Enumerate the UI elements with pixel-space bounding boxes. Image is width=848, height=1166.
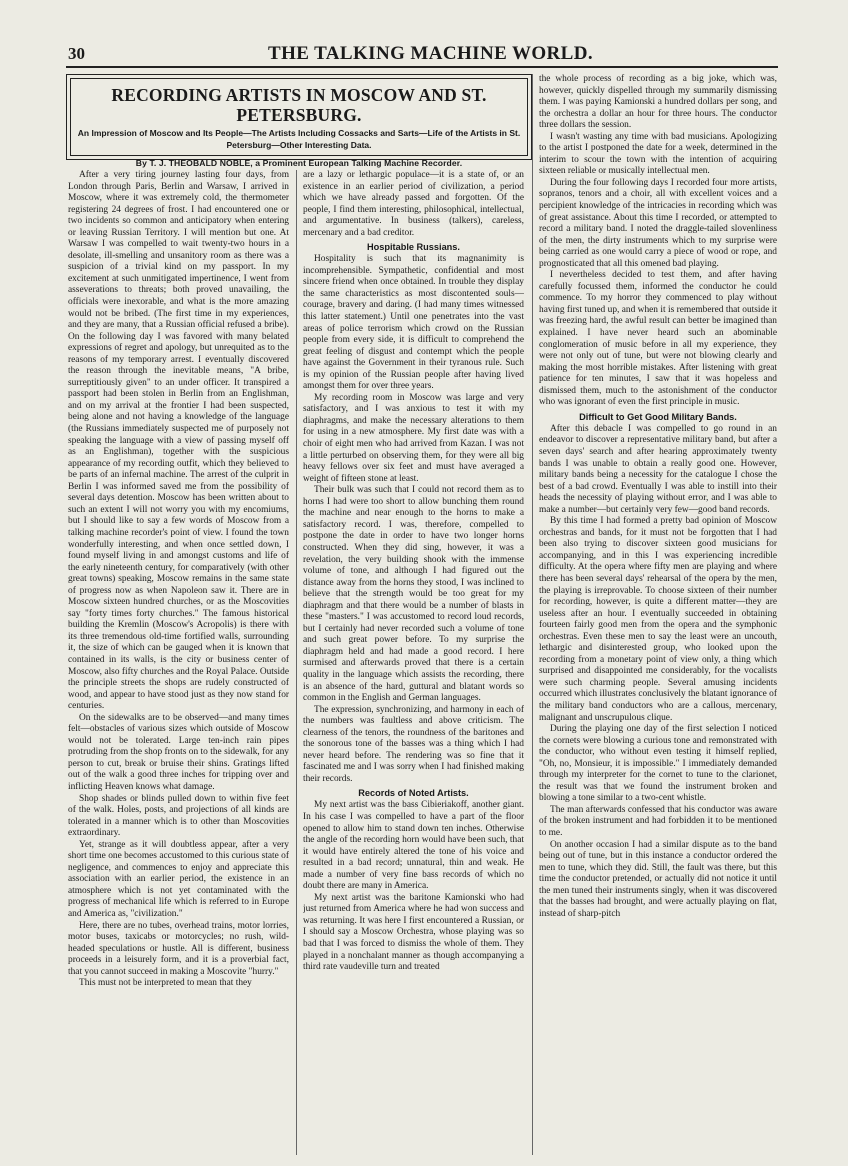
paragraph: Here, there are no tubes, overhead trains, motor lorries, motor buses, taxicabs or motorcycles; no rush, wild-headed speculations or hustle. All is different, business proceeds in a leisurely form, and it is a proverbial fact, that you cannot succeed in making a Moscovite "hurry." xyxy=(68,920,289,977)
paragraph: Yet, strange as it will doubtless appear, after a very short time one becomes accustomed to this curious state of negligence, and commences to enjoy and appreciate this association with an earlier period, the existence in an atmosphere which is not yet contaminated with the progress of mechanical life which is referred to in Europe and America as, "civilization." xyxy=(68,839,289,919)
column-rule xyxy=(296,170,297,1155)
paragraph: During the playing one day of the first selection I noticed the cornets were blowing a curious tone and remonstrated with the conductor, who without even testing it himself replied, "Oh, no, Monsieur, it is impossible." I immediately demanded through my interpreter for the cornet to tune to the clarionet, the result was that we found the instrument broken and blowing a tone similar to a two-cent whistle. xyxy=(539,724,777,804)
subheading: Records of Noted Artists. xyxy=(358,788,469,799)
paragraph: I wasn't wasting any time with bad musicians. Apologizing to the artist I postponed the date for a week, determined in the interim to scour the town with the intention of acquiring sixteen reliable or musically intellectual men. xyxy=(539,131,777,177)
paragraph: On another occasion I had a similar dispute as to the band being out of tune, but in this instance a conductor ordered the men to tune, which they did. Still, the fault was there, but this time the conductor pretended, or actually did not notice it until the men tuned their instruments singly, when it was discovered that the basses had brought, and were actually playing on flat, instead of sharp-pitch xyxy=(539,839,777,919)
paragraph: the whole process of recording as a big joke, which was, however, quickly dispelled through my summarily dismissing them. I was paying Kamionski a hundred dollars per song, and the orchestra a dollar an hour for three hours. The conductor three dollars the session. xyxy=(539,74,777,131)
paragraph: Shop shades or blinds pulled down to within five feet of the walk. Holes, posts, and projections of all kinds are tolerated in a manner which is to other than Moscovities extraordinary. xyxy=(68,793,289,839)
paragraph: This must not be interpreted to mean that they xyxy=(79,978,252,989)
paragraph: I nevertheless decided to test them, and after having carefully focussed them, informed the conductor he could commence. To my horror they commenced to play without having first tuned up, and when it is remembered that outside it was freezing hard, the awful result can better be imagined than explained. I have never heard such an abominable conglomeration of music before in all my experience, they were not only out of tune, but were not blowing clearly and making the most horrible mistakes. After listening with great patience for ten minutes, I saw that it was hopeless and dismissed them, much to the astonishment of the conductor who was ignorant of even the first principle in music. xyxy=(539,270,777,408)
paragraph: During the four following days I recorded four more artists, sopranos, tenors and a choir, all with excellent voices and a percipient knowledge of the intricacies in recording which was of great assistance. About this time I recorded, or attempted to record a military band. I noted the draggle-tailed slovenliness of the men, the dirty instruments which to my surprise were being carried as one would carry a piece of wood or rope, and prognosticated that all this omened bad playing. xyxy=(539,177,777,269)
headline-box xyxy=(66,74,532,168)
byline: By T. J. THEOBALD NOBLE, a Prominent European Talking Machine Recorder. xyxy=(135,158,463,168)
paragraph: On the sidewalks are to be observed—and many times felt—obstacles of various sizes which outside of Moscow would not be tolerated. Large ten-inch rain pipes protruding from the shop fronts on to the sidewalk, for any person to cut, break or bruise their shins. Gratings lifted out of the walk a good three inches for tripping over and inflicting Heaven knows what damage. xyxy=(68,712,289,792)
paragraph: The man afterwards confessed that his conductor was aware of the broken instrument and had forbidden it to be mentioned to me. xyxy=(539,804,777,838)
paragraph: By this time I had formed a pretty bad opinion of Moscow orchestras and bands, for it must not be forgotten that I had been also trying to discover sixteen good musicians for accompanying, and in this I was experiencing incredible difficulty. At the opera where fifty men are playing and where there has been several days' rehearsal of the opera by the men, the playing is irreprovable. To choose sixteen of their number for recording, however, is quite a different matter—they are useless after an hour. I eventually succeeded in obtaining fourteen fairly good men from the opera and the symphonic orchestras. Even these men to say the least were an uncouth, lethargic and disinterested group, who looked upon the recording from a monetary point of view only, a thing which surprised and disappointed me considerably, for the vocalists were such charming people. Several amusing incidents occurred which illustrates conclusively the blatant ignorance of the military band conductors who are a callous, mercenary, malignant and unscrupulous clique. xyxy=(539,516,777,723)
header-rule xyxy=(66,66,778,68)
paragraph: My next artist was the baritone Kamionski who had just returned from America where he had won success and was returning. It was here I first encountered a Russian, or I should say a Moscow Orchestra, whose playing was so bad that I was forced to dismiss the whole of them. They played in a nonchalant manner as though accompanying a third rate vaudeville turn and treated xyxy=(303,892,524,973)
paragraph: Hospitality is such that its magnanimity is incomprehensible. Sympathetic, confidential and most sincere friend when once obtained. In trouble they display the same characteristics as most discontented souls—courage, bravery and daring. (I had many times witnessed this latter statement.) Until one penetrates into the vast areas of police terrorism which crowd on the Russian people from every side, it is difficult to comprehend the great feeling of disgust and contempt which the people have against the Government in their tyranous rule. Such is my opinion of the Russian people after having lived amongst them for over three years. xyxy=(303,254,524,392)
headline: RECORDING ARTISTS IN MOSCOW AND ST. PETERSBURG. xyxy=(111,85,487,125)
paragraph: My next artist was the bass Cibieriakoff, another giant. In his case I was compelled to have a part of the floor opened to allow him to stand down ten inches. Otherwise the angle of the recording horn would have been such, that it would have entirely altered the tone of his voice and resulted in a bad record; unnatural, thin and weak. He made a number of very fine bass records of which no doubt there are many in America. xyxy=(303,800,524,892)
paragraph: After a very tiring journey lasting four days, from London through Paris, Berlin and Warsaw, I arrived in Moscow, where it was extremely cold, the thermometer registering 24 degrees of frost. I had encountered one or two incidents so common and anticipatory when entering or leaving Russian Territory. I will mention but one. At Warsaw I was compelled to wait twenty-two hours in a desolate, ill-smelling and unsanitory room as there was a suspicion of a trivial kind on my passport. In my excitement at such unmitigated impertinence, I went from asseverations to threats; both proved unavailing, the officials were inexorable, and what is the more amazing would not be bribed. (The first time in my experiences, and they are many, that a Russian official refused a bribe). On the following day I was favored with many belated expressions of regret and apology, but unrequited as to the reasons of my temporary arrest. I eventually discovered the reason through the inevitable means, "A bribe, surreptitiously given" to an under officer. It transpired a passport had been stolen in Berlin from an Englishman, and on my arrival at the frontier I had been suspected, being alone and not having a knowledge of the language (the Russians immediately suspected me of purposely not speaking the language with a view of passing myself off as an Englishman), together with the suspicious appearance of my recording outfit, which they believed to be parts of an infernal machine. The arrest of the culprit in Berlin I was informed saved me from the possibility of several days detention. Moscow has been written about to such an extent I will not worry you with my encomiums, but I should like to say a few words of Moscow from a talking machine recorder's point of view. I found the town wonderfully interesting, and when once settled down, I found myself living in and amongst customs and life of the early nineteenth century, for comparatively (with other great towns) speaking, Moscow remains in the same state of progress now as when Napoleon saw it. There are in Moscow sixteen hundred churches, or as the Moscovities say "forty times forty churches." The famous historical building the Kremlin (Moscow's Acropolis) is there with its three tremendous old-time fortified walls, surrounding it, the size of which can be gauged when it is known that contained in its walls, is the city or business center of Moscow, also fifty churches and the Royal Palace. Outside the principle streets the shops are rudely constructed of wood, and appear to have stood just as they now stand for centuries. xyxy=(68,170,289,712)
paragraph: After this debacle I was compelled to go round in an endeavor to discover a representative military band, but after a seven days' search and after hearing approximately twenty bands I was unable to obtain a really good one. However, military bands being a necessity for the catalogue I chose the best of a bad crowd. Eventually I was able to instill into their heads the necessity of playing without error, and I was able to make a number—but certainly very few—good band records. xyxy=(539,423,777,515)
page-number: 30 xyxy=(68,44,85,63)
subheading: Hospitable Russians. xyxy=(367,242,460,253)
article-column-1 xyxy=(68,170,289,1158)
running-head: THE TALKING MACHINE WORLD. xyxy=(268,43,594,64)
paragraph: My recording room in Moscow was large and very satisfactory, and I was anxious to test it with my diaphragms, and make the necessary alterations to them for using in a new atmosphere. My first date was with a choir of eight men who had arrived from Kazan. I was not a little perturbed on observing them, for they were all big heavy fellows over six feet and must have averaged a weight of fifteen stone at least. xyxy=(303,392,524,484)
paragraph: are a lazy or lethargic populace—it is a state of, or an existence in an earlier period of civilization, a period which we have already passed and forgotten. Of the people, I find them interesting, philosophical, intellectual, and argumentative. In business (talkers), careless, mercenary and a bad creditor. xyxy=(303,170,524,238)
headline-inner-frame xyxy=(70,78,528,168)
paragraph: The expression, synchronizing, and harmony in each of the numbers was faultless and above criticism. The clearness of the tenors, the roundness of the baritones and the sonorous tone of the basses was a thing which I had never heard before. The rendering was so fine that it fascinated me and I was sorry when I had finished making their records. xyxy=(303,704,524,784)
article-column-2 xyxy=(303,170,524,1158)
subheading: Difficult to Get Good Military Bands. xyxy=(579,411,737,422)
column-rule xyxy=(532,74,533,1155)
article-column-3 xyxy=(539,74,777,1158)
deck: An Impression of Moscow and Its People—The Artists Including Cossacks and Sarts—Life of the Artists in St. Petersburg—Other Interesting Data. xyxy=(77,128,521,150)
paragraph: Their bulk was such that I could not record them as to horns I had were too short to allow bunching them round the machine and near enough to the horns to make a satisfactory record. I was, therefore, compelled to postpone the date in order to have two longer horns constructed. When they did sing, however, it was a revelation, the very building shook with the immense volume of tone, and although I had figured out the distance away from the horns they stood, I was inclined to believe that the strength would be too great for my diaphragm and that there would be a number of blasts in these "masters." I was accustomed to record loud records, but I certainly had never recorded such a volume of tone and such great power before. To my surprise the diaphragm held and had made a good record. I here surmised and afterwards proved that there is a certain quality in the language which assists the recording, there is an absence of the hard, guttural and blatant words so common in the English and German languages. xyxy=(303,485,524,704)
